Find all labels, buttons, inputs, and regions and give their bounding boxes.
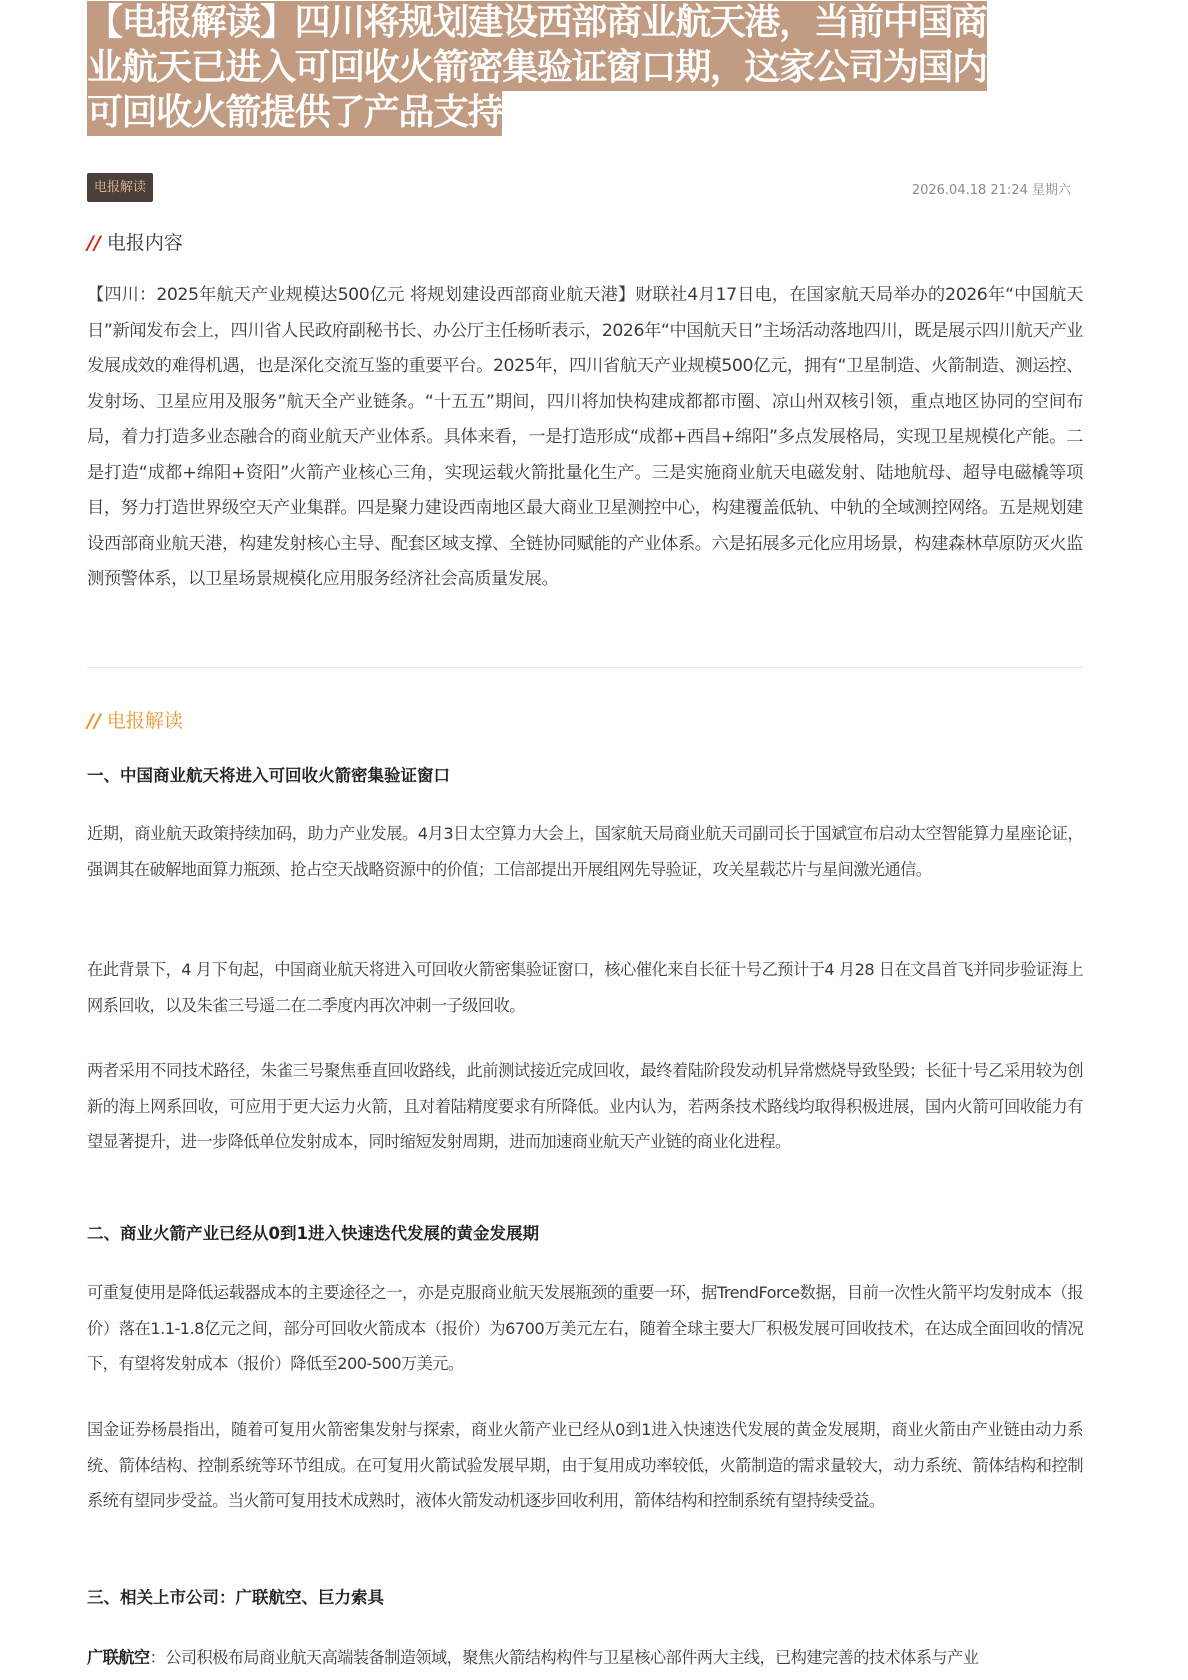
company-name: 广联航空 bbox=[87, 1648, 150, 1667]
analysis-paragraph: 可重复使用是降低运载器成本的主要途径之一，亦是克服商业航天发展瓶颈的重要一环，据TrendForce数据，目前一次性火箭平均发射成本（报价）落在1.1-1.8亿元之间，部分可回收火箭成本（报价）为6700万美元左右，随着全球主要大厂积极发展可回收技术，在达成全面回收的情况下，有望将发射成本（报价）降低至200-500万美元。 bbox=[87, 1283, 1083, 1373]
publish-datetime: 2026.04.18 21:24 星期六 bbox=[911, 183, 1071, 198]
article-meta bbox=[87, 173, 1071, 202]
analysis-section-title: 二、商业火箭产业已经从0到1进入快速迭代发展的黄金发展期 bbox=[87, 1224, 539, 1243]
analysis-paragraph: 广联航空：公司积极布局商业航天高端装备制造领域，聚焦火箭结构构件与卫星核心部件两大主线，已构建完善的技术体系与产业 bbox=[87, 1648, 979, 1667]
section-mark-icon: // bbox=[87, 232, 101, 254]
section-mark-icon: // bbox=[87, 710, 101, 732]
telegram-body: 【四川：2025年航天产业规模达500亿元 将规划建设西部商业航天港】财联社4月17日电，在国家航天局举办的2026年“中国航天日”新闻发布会上，四川省人民政府副秘书长、办公厅主任杨昕表示，2026年“中国航天日”主场活动落地四川，既是展示四川航天产业发展成效的难得机遇，也是深化交流互鉴的重要平台。2025年，四川省航天产业规模500亿元，拥有“卫星制造、火箭制造、测运控、发射场、卫星应用及服务”航天全产业链条。“十五五”期间，四川将加快构建成都都市圈、凉山州双核引领，重点地区协同的空间布局，着力打造多业态融合的商业航天产业体系。具体来看，一是打造形成“成都+西昌+绵阳”多点发展格局，实现卫星规模化产能。二是打造“成都+绵阳+资阳”火箭产业核心三角，实现运载火箭批量化生产。三是实施商业航天电磁发射、陆地航母、超导电磁橇等项目，努力打造世界级空天产业集群。四是聚力建设西南地区最大商业卫星测控中心，构建覆盖低轨、中轨的全域测控网络。五是规划建设西部商业航天港，构建发射核心主导、配套区域支撑、全链协同赋能的产业体系。六是拓展多元化应用场景，构建森林草原防灭火监测预警体系，以卫星场景规模化应用服务经济社会高质量发展。 bbox=[87, 285, 1083, 589]
category-tag[interactable]: 电报解读 bbox=[87, 173, 153, 202]
analysis-section-title: 一、中国商业航天将进入可回收火箭密集验证窗口 bbox=[87, 766, 450, 785]
section-heading-analysis: // 电报解读 bbox=[87, 710, 183, 732]
analysis-paragraph: 国金证券杨晨指出，随着可复用火箭密集发射与探索，商业火箭产业已经从0到1进入快速迭代发展的黄金发展期，商业火箭由产业链由动力系统、箭体结构、控制系统等环节组成。在可复用火箭试验发展早期，由于复用成功率较低，火箭制造的需求量较大，动力系统、箭体结构和控制系统有望同步受益。当火箭可复用技术成熟时，液体火箭发动机逐步回收利用，箭体结构和控制系统有望持续受益。 bbox=[87, 1420, 1083, 1510]
analysis-paragraph: 两者采用不同技术路径，朱雀三号聚焦垂直回收路线，此前测试接近完成回收，最终着陆阶段发动机异常燃烧导致坠毁；长征十号乙采用较为创新的海上网系回收，可应用于更大运力火箭，且对着陆精度要求有所降低。业内认为，若两条技术路线均取得积极进展，国内火箭可回收能力有望显著提升，进一步降低单位发射成本，同时缩短发射周期，进而加速商业航天产业链的商业化进程。 bbox=[87, 1061, 1083, 1151]
section-heading-telegram: // 电报内容 bbox=[87, 232, 183, 254]
article bbox=[87, 0, 1083, 1667]
article-title: 【电报解读】四川将规划建设西部商业航天港，当前中国商 业航天已进入可回收火箭密集验证窗口期，这家公司为国内 可回收火箭提供了产品支持 bbox=[87, 0, 1083, 135]
divider bbox=[87, 667, 1083, 668]
analysis-paragraph: 近期，商业航天政策持续加码，助力产业发展。4月3日太空算力大会上，国家航天局商业航天司副司长于国斌宣布启动太空智能算力星座论证，强调其在破解地面算力瓶颈、抢占空天战略资源中的价值；工信部提出开展组网先导验证，攻关星载芯片与星间激光通信。 bbox=[87, 824, 1083, 879]
analysis-section-title: 三、相关上市公司：广联航空、巨力索具 bbox=[87, 1588, 384, 1607]
analysis-paragraph: 在此背景下，4 月下旬起，中国商业航天将进入可回收火箭密集验证窗口，核心催化来自长征十号乙预计于4 月28 日在文昌首飞并同步验证海上网系回收，以及朱雀三号遥二在二季度内再次冲刺一子级回收。 bbox=[87, 960, 1083, 1015]
